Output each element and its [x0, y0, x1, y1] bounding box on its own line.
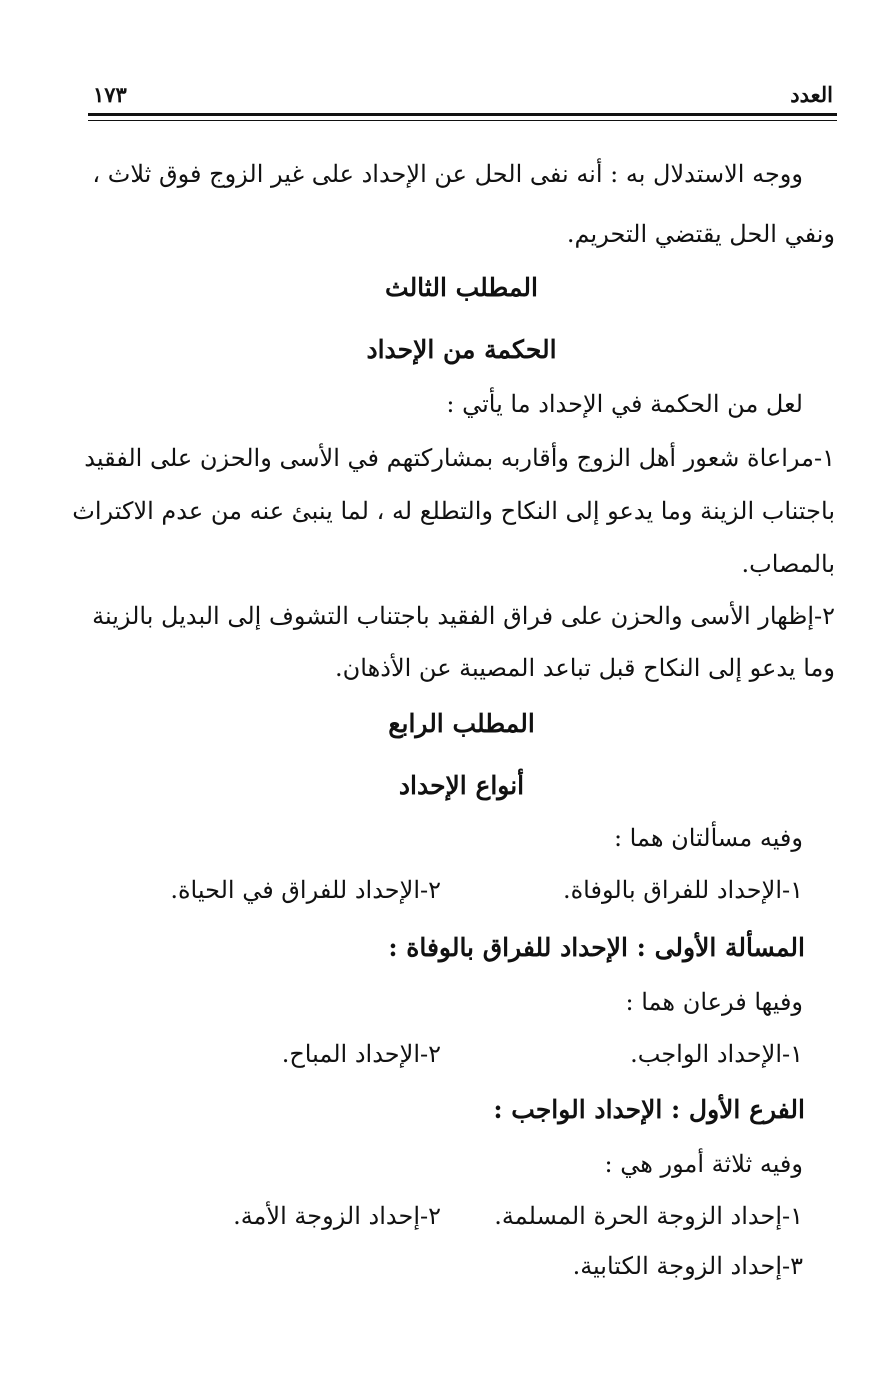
list-item: ٢-الإحداد المباح. — [281, 1040, 441, 1068]
section-title: المطلب الثالث — [385, 273, 538, 302]
list-item: ١-الإحداد للفراق بالوفاة. — [562, 876, 803, 904]
list-item: ١-إحداد الزوجة الحرة المسلمة. — [494, 1202, 803, 1230]
header-rule-thin — [88, 120, 837, 121]
list-item: ٣-إحداد الزوجة الكتابية. — [572, 1252, 803, 1280]
header-rule-thick — [88, 113, 837, 116]
list-item: ٢-إحداد الزوجة الأمة. — [233, 1202, 441, 1230]
section-subtitle: الحكمة من الإحداد — [366, 335, 557, 364]
branch-heading: الفرع الأول : الإحداد الواجب : — [493, 1095, 805, 1124]
paragraph-line: وما يدعو إلى النكاح قبل تباعد المصيبة عن الأذهان. — [335, 654, 835, 682]
paragraph-line: ووجه الاستدلال به : أنه نفى الحل عن الإحداد على غير الزوج فوق ثلاث ، — [92, 160, 803, 188]
paragraph-line: لعل من الحكمة في الإحداد ما يأتي : — [446, 390, 803, 418]
paragraph-line: وفيها فرعان هما : — [625, 988, 803, 1016]
page-number: ١٧٣ — [93, 82, 127, 107]
paragraph-line: ٢-إظهار الأسى والحزن على فراق الفقيد باجتناب التشوف إلى البديل بالزينة — [92, 602, 835, 630]
running-header-title: العدد — [790, 82, 833, 107]
paragraph-line: ١-مراعاة شعور أهل الزوج وأقاربه بمشاركتهم في الأسى والحزن على الفقيد — [84, 444, 835, 472]
paragraph-line: وفيه ثلاثة أمور هي : — [604, 1150, 803, 1178]
section-subtitle: أنواع الإحداد — [398, 771, 525, 800]
list-item: ٢-الإحداد للفراق في الحياة. — [170, 876, 441, 904]
paragraph-line: باجتناب الزينة وما يدعو إلى النكاح والتطلع له ، لما ينبئ عنه من عدم الاكتراث — [72, 497, 835, 525]
section-title: المطلب الرابع — [388, 709, 535, 738]
paragraph-line: بالمصاب. — [741, 550, 835, 578]
paragraph-line: ونفي الحل يقتضي التحريم. — [566, 220, 835, 248]
paragraph-line: وفيه مسألتان هما : — [613, 824, 803, 852]
issue-heading: المسألة الأولى : الإحداد للفراق بالوفاة : — [388, 933, 805, 962]
list-item: ١-الإحداد الواجب. — [630, 1040, 803, 1068]
